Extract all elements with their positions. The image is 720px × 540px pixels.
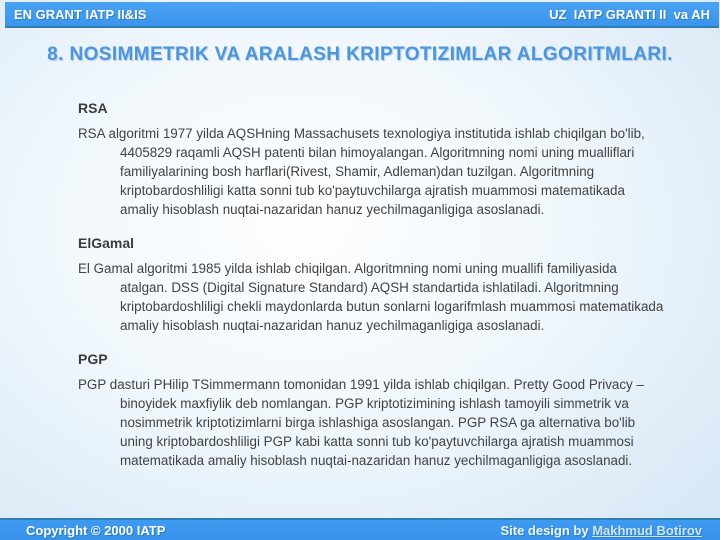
section-elgamal (78, 235, 666, 335)
section-heading-elgamal: ElGamal (78, 235, 135, 251)
site-design-text (500, 523, 702, 538)
top-bar-left-label: EN GRANT IATP II&IS (14, 6, 147, 22)
site-design-prefix: Site design by (500, 522, 593, 538)
top-bar-right-label: UZ IATP GRANTI II va AH (549, 6, 710, 22)
top-bar (5, 2, 719, 28)
section-pgp (78, 351, 666, 470)
site-design-author-link[interactable]: Makhmud Botirov (592, 522, 702, 538)
section-heading-rsa: RSA (78, 100, 108, 116)
slide-content (78, 84, 666, 470)
section-body-pgp: PGP dasturi PHilip TSimmermann tomonidan 1991 yilda ishlab chiqilgan. Pretty Good Privacy –binoyidek maxfiylik deb nomlangan. PGP kriptotizimining ishlash tamoyili simmetrik va nosimmetrik kriptotizimlarni birga ishlashiga asoslangan. PGP RSA ga alternativa bo'lib uning kriptobardoshliligi PGP kabi katta sonni tub ko'paytuvchilarga ajratish muammosi matematikada amaliy hisoblash nuqtai-nazaridan hanuz yechilmaganligiga asoslanadi. (78, 377, 644, 468)
slide-title: 8. NOSIMMETRIK VA ARALASH KRIPTOTIZIMLAR ALGORITMLARI. (47, 44, 673, 65)
section-body-elgamal: El Gamal algoritmi 1985 yilda ishlab chiqilgan. Algoritmning nomi uning muallifi familiyasida atalgan. DSS (Digital Signature Standard) AQSH standartida ishlatiladi. Algoritmning kriptobardoshliligi chekli maydonlarda butun sonlarni logarifmlash muammosi matematikada amaliy hisoblash nuqtai-nazaridan hanuz yechilmaganligiga asoslanadi. (78, 261, 664, 333)
section-rsa (78, 100, 666, 219)
section-body-rsa: RSA algoritmi 1977 yilda AQSHning Massachusets texnologiya institutida ishlab chiqilgan bo'lib, 4405829 raqamli AQSH patenti bilan himoyalangan. Algoritmning nomi uning mualliflari familiyalarining bosh harflari(Rivest, Shamir, Adleman)dan tuzilgan. Algoritmning kriptobardoshliligi katta sonni tub ko'paytuvchilarga ajratish muammosi matematikada amaliy hisoblash nuqtai-nazaridan hanuz yechilmaganligiga asoslanadi. (78, 126, 645, 217)
section-heading-pgp: PGP (78, 351, 108, 367)
copyright-text: Copyright © 2000 IATP (26, 522, 166, 538)
footer-bar (0, 518, 720, 540)
